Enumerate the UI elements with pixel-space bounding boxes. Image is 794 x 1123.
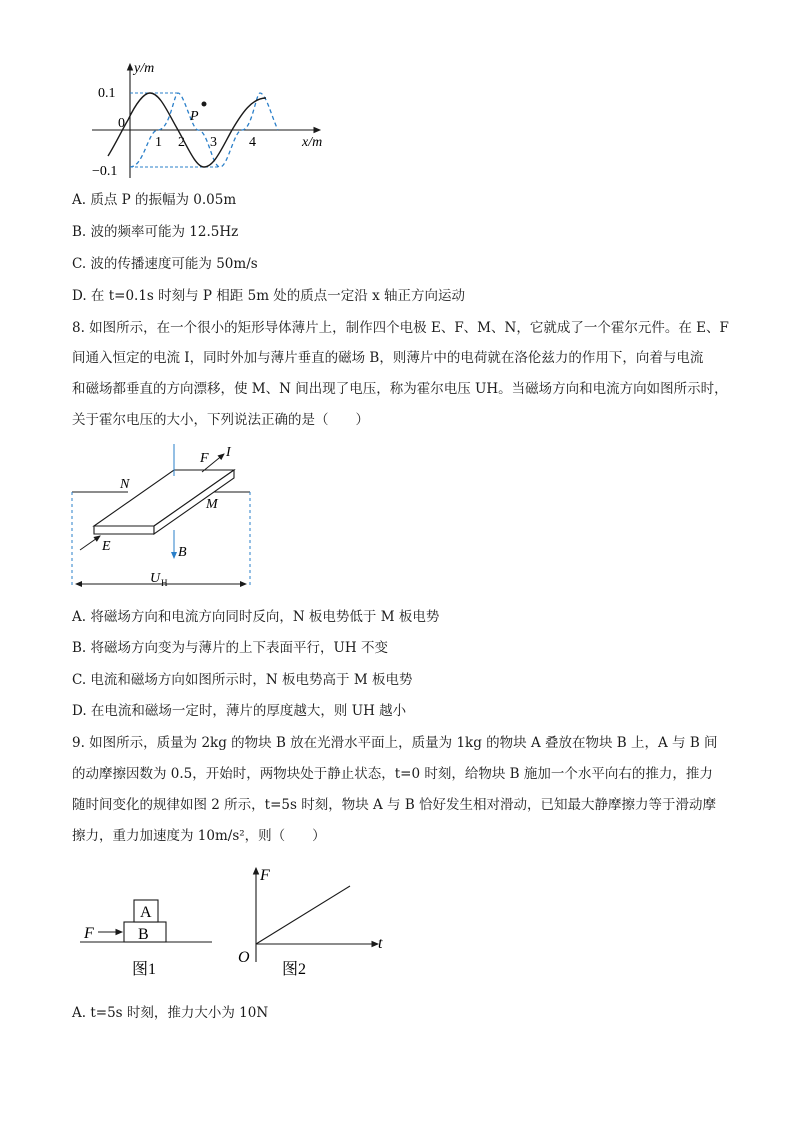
q8-option-c: C. 电流和磁场方向如图所示时，N 板电势高于 M 板电势 xyxy=(72,672,413,688)
origin-label: 0 xyxy=(118,116,125,131)
y-top-label: 0.1 xyxy=(98,86,116,101)
figure-1-caption: 图1 xyxy=(132,961,157,978)
force-f-label: F xyxy=(84,925,94,942)
x-tick-3: 3 xyxy=(210,135,217,150)
block-b-label: B xyxy=(138,926,149,943)
y-bottom-label: −0.1 xyxy=(92,164,118,179)
q8-text-line-4: 关于霍尔电压的大小，下列说法正确的是（ ） xyxy=(72,412,369,428)
q8-text-line-3: 和磁场都垂直的方向漂移，使 M、N 间出现了电压，称为霍尔电压 UH。当磁场方向和电流方向如图所示时， xyxy=(72,381,728,397)
q7-option-d: D. 在 t=0.1s 时刻与 P 相距 5m 处的质点一定沿 x 轴正方向运动 xyxy=(72,288,465,304)
wave-figure xyxy=(92,58,342,186)
x-axis-label: x/m xyxy=(302,135,323,150)
x-tick-4: 4 xyxy=(249,135,256,150)
label-n: N xyxy=(120,477,130,492)
figure-2-caption: 图2 xyxy=(282,961,307,978)
label-u: U xyxy=(150,571,161,586)
hall-element-figure xyxy=(64,440,264,600)
label-e: E xyxy=(102,539,111,554)
origin-o-label: O xyxy=(238,949,250,966)
y-axis-label: y/m xyxy=(134,61,155,76)
q8-text-line-2: 间通入恒定的电流 I，同时外加与薄片垂直的磁场 B，则薄片中的电荷就在洛伦兹力的作用下，向着与电流 xyxy=(72,350,704,366)
q8-option-b: B. 将磁场方向变为与薄片的上下表面平行，UH 不变 xyxy=(72,640,388,656)
label-b: B xyxy=(178,545,187,560)
axis-t-label: t xyxy=(378,935,383,952)
block-figure xyxy=(76,862,396,986)
x-tick-2: 2 xyxy=(178,135,185,150)
q7-option-c: C. 波的传播速度可能为 50m/s xyxy=(72,256,258,272)
point-p xyxy=(202,102,207,107)
q7-option-b: B. 波的频率可能为 12.5Hz xyxy=(72,224,239,240)
q9-text-line-1: 9. 如图所示，质量为 2kg 的物块 B 放在光滑水平面上，质量为 1kg 的物块 A 叠放在物块 B 上，A 与 B 间 xyxy=(72,735,718,751)
q7-option-a: A. 质点 P 的振幅为 0.05m xyxy=(72,192,237,208)
label-f: F xyxy=(200,451,209,466)
q9-text-line-3: 随时间变化的规律如图 2 所示，t=5s 时刻，物块 A 与 B 恰好发生相对滑动，已知最大静摩擦力等于滑动摩 xyxy=(72,797,717,813)
q8-text-line-1: 8. 如图所示，在一个很小的矩形导体薄片上，制作四个电极 E、F、M、N，它就成了一个霍尔元件。在 E、F xyxy=(72,320,729,336)
q8-option-d: D. 在电流和磁场一定时，薄片的厚度越大，则 UH 越小 xyxy=(72,703,407,719)
q9-text-line-4: 擦力，重力加速度为 10m/s²，则（ ） xyxy=(72,828,326,844)
block-a-label: A xyxy=(140,904,152,921)
label-u-sub: H xyxy=(161,578,168,588)
q9-option-a: A. t=5s 时刻，推力大小为 10N xyxy=(72,1005,269,1021)
x-tick-1: 1 xyxy=(155,135,162,150)
q8-option-a: A. 将磁场方向和电流方向同时反向，N 板电势低于 M 板电势 xyxy=(72,609,440,625)
q9-text-line-2: 的动摩擦因数为 0.5，开始时，两物块处于静止状态，t=0 时刻，给物块 B 施加一个水平向右的推力，推力 xyxy=(72,766,713,782)
label-m: M xyxy=(206,497,218,512)
point-p-label: P xyxy=(190,109,199,124)
axis-f-label: F xyxy=(260,867,270,884)
label-i: I xyxy=(226,445,231,460)
